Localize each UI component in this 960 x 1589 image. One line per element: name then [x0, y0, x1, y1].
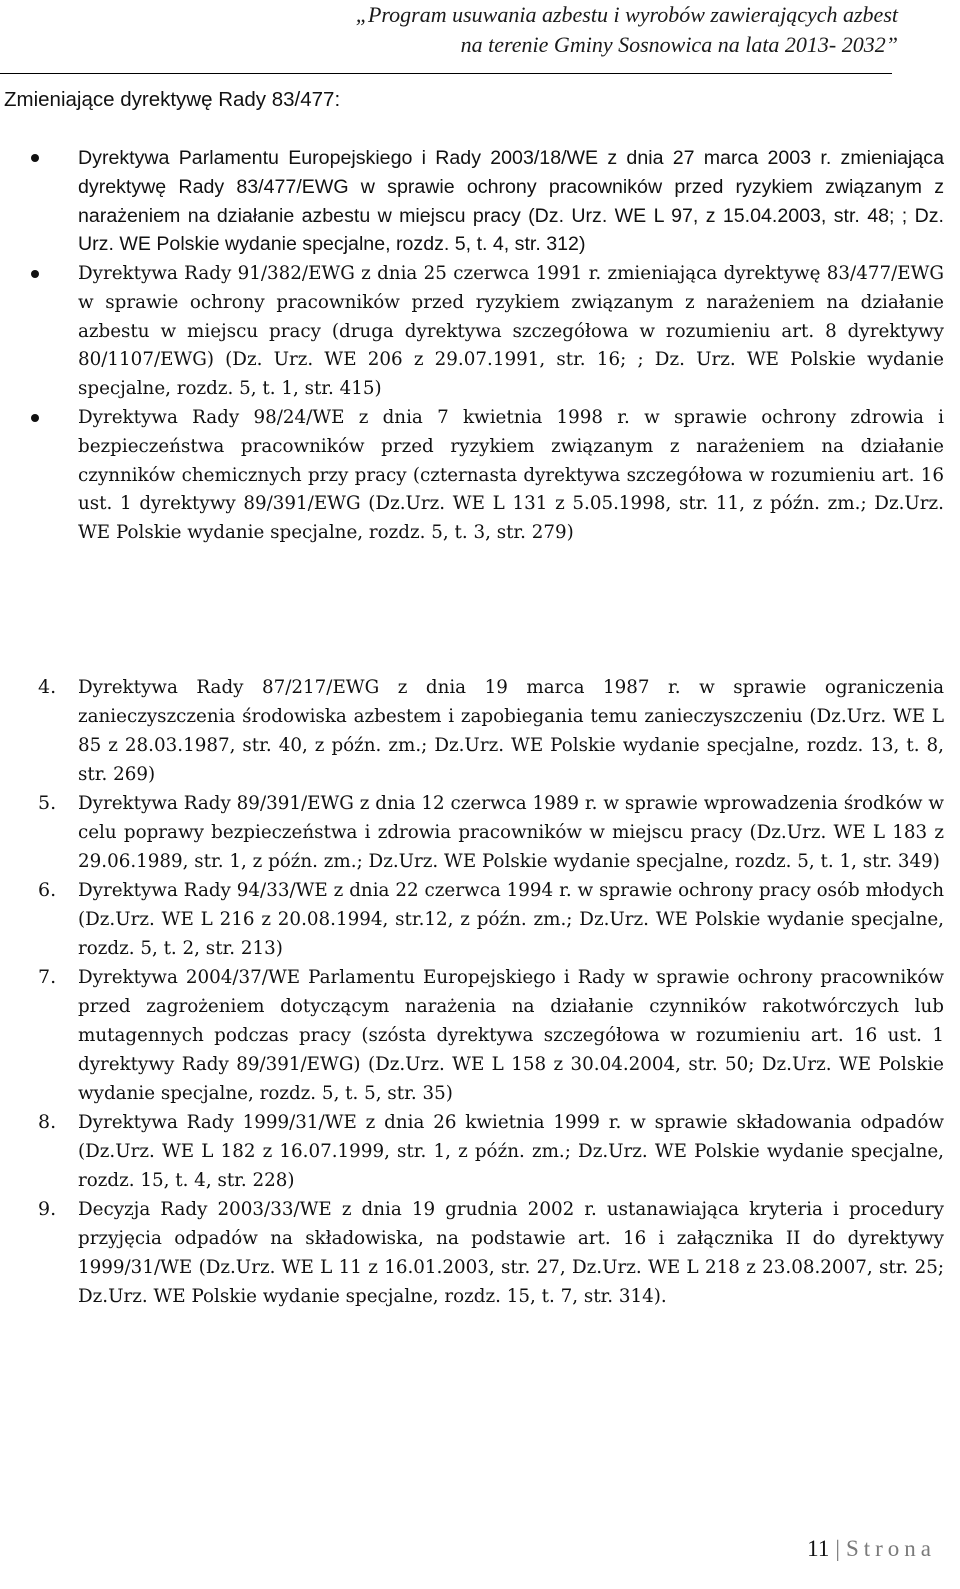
header-line-1: „Program usuwania azbestu i wyrobów zawierających azbest: [355, 2, 898, 27]
bullet-icon: [31, 154, 39, 162]
list-item-number: 7.: [38, 966, 57, 988]
bullet-list-sans: [78, 144, 944, 259]
list-item-text: Dyrektywa Rady 94/33/WE z dnia 22 czerwca 1994 r. w sprawie ochrony pracy osób młodych (Dz.Urz. WE L 216 z 20.08.1994, str.12, z późn. zm.; Dz.Urz. WE Polskie wydanie specjalne, rozdz. 5, t. 2, str. 213): [78, 880, 944, 959]
bullet-list-serif: [78, 260, 944, 548]
list-item-number: 6.: [38, 879, 57, 901]
list-item: [78, 404, 944, 548]
list-item-text: Dyrektywa Rady 87/217/EWG z dnia 19 marca 1987 r. w sprawie ograniczenia zanieczyszczenia środowiska azbestem i zapobiegania temu zanieczyszczeniu (Dz.Urz. WE L 85 z 28.03.1987, str. 40, z późn. zm.; Dz.Urz. WE Polskie wydanie specjalne, rozdz. 13, t. 8, str. 269): [78, 677, 944, 785]
list-item: [78, 260, 944, 404]
list-item-text: Dyrektywa Rady 91/382/EWG z dnia 25 czerwca 1991 r. zmieniająca dyrektywę 83/477/EWG w sprawie ochrony pracowników przed ryzykiem związanym z narażeniem na działanie azbestu w miejscu pracy (druga dyrektywa szczegółowa w rozumieniu art. 8 dyrektywy 80/1107/EWG) (Dz. Urz. WE 206 z 29.07.1991, str. 16; ; Dz. Urz. WE Polskie wydanie specjalne, rozdz. 5, t. 1, str. 415): [78, 263, 944, 400]
list-item: [38, 1108, 944, 1195]
numbered-list: [38, 673, 944, 1311]
page-footer: [807, 1536, 936, 1562]
header-rule: [0, 73, 892, 74]
footer-label: Strona: [845, 1536, 936, 1561]
list-item-text: Decyzja Rady 2003/33/WE z dnia 19 grudnia 2002 r. ustanawiająca kryteria i procedury przyjęcia odpadów na składowiska, na podstawie art. 16 i załącznika II do dyrektywy 1999/31/WE (Dz.Urz. WE L 11 z 16.01.2003, str. 27, Dz.Urz. WE L 218 z 23.08.2007, str. 25; Dz.Urz. WE Polskie wydanie specjalne, rozdz. 15, t. 7, str. 314).: [78, 1199, 944, 1307]
list-item-text: Dyrektywa Parlamentu Europejskiego i Rady 2003/18/WE z dnia 27 marca 2003 r. zmieniająca dyrektywę Rady 83/477/EWG w sprawie ochrony pracowników przed ryzykiem związanym z narażeniem na działanie azbestu w miejscu pracy (Dz. Urz. WE L 97, z 15.04.2003, str. 48; ; Dz. Urz. WE Polskie wydanie specjalne, rozdz. 5, t. 4, str. 312): [78, 147, 944, 256]
list-item: [78, 144, 944, 259]
list-item: [38, 963, 944, 1108]
list-item-number: 5.: [38, 792, 57, 814]
header-line-2: na terenie Gminy Sosnowica na lata 2013- 2032”: [460, 32, 898, 57]
intro-heading: Zmieniające dyrektywę Rady 83/477:: [4, 88, 341, 111]
page-number: 11: [807, 1536, 830, 1561]
list-item-number: 8.: [38, 1111, 57, 1133]
list-item: [38, 876, 944, 963]
list-item-text: Dyrektywa Rady 98/24/WE z dnia 7 kwietnia 1998 r. w sprawie ochrony zdrowia i bezpieczeństwa pracowników przed ryzykiem związanym z narażeniem na działanie czynników chemicznych przy pracy (czternasta dyrektywa szczegółowa w rozumieniu art. 16 ust. 1 dyrektywy 89/391/EWG (Dz.Urz. WE L 131 z 5.05.1998, str. 11, z późn. zm.; Dz.Urz. WE Polskie wydanie specjalne, rozdz. 5, t. 3, str. 279): [78, 406, 944, 544]
list-item: [38, 1195, 944, 1311]
footer-separator: |: [835, 1536, 840, 1561]
list-item-text: Dyrektywa 2004/37/WE Parlamentu Europejskiego i Rady w sprawie ochrony pracowników przed zagrożeniem dotyczącym narażenia na działanie czynników rakotwórczych lub mutagennych podczas pracy (szósta dyrektywa szczegółowa w rozumieniu art. 16 ust. 1 dyrektywy Rady 89/391/EWG) (Dz.Urz. WE L 158 z 30.04.2004, str. 50; Dz.Urz. WE Polskie wydanie specjalne, rozdz. 5, t. 5, str. 35): [78, 967, 944, 1104]
list-item: [38, 789, 944, 876]
list-item-number: 4.: [38, 676, 57, 698]
bullet-icon: [31, 414, 39, 422]
list-item-text: Dyrektywa Rady 89/391/EWG z dnia 12 czerwca 1989 r. w sprawie wprowadzenia środków w celu poprawy bezpieczeństwa i zdrowia pracowników w miejscu pracy (Dz.Urz. WE L 183 z 29.06.1989, str. 1, z późn. zm.; Dz.Urz. WE Polskie wydanie specjalne, rozdz. 5, t. 1, str. 349): [78, 793, 944, 872]
bullet-icon: [31, 270, 39, 278]
list-item-text: Dyrektywa Rady 1999/31/WE z dnia 26 kwietnia 1999 r. w sprawie składowania odpadów (Dz.Urz. WE L 182 z 16.07.1999, str. 1, z późn. zm.; Dz.Urz. WE Polskie wydanie specjalne, rozdz. 15, t. 4, str. 228): [78, 1112, 944, 1191]
page-header: [338, 0, 898, 60]
list-item: [38, 673, 944, 789]
list-item-number: 9.: [38, 1198, 57, 1220]
